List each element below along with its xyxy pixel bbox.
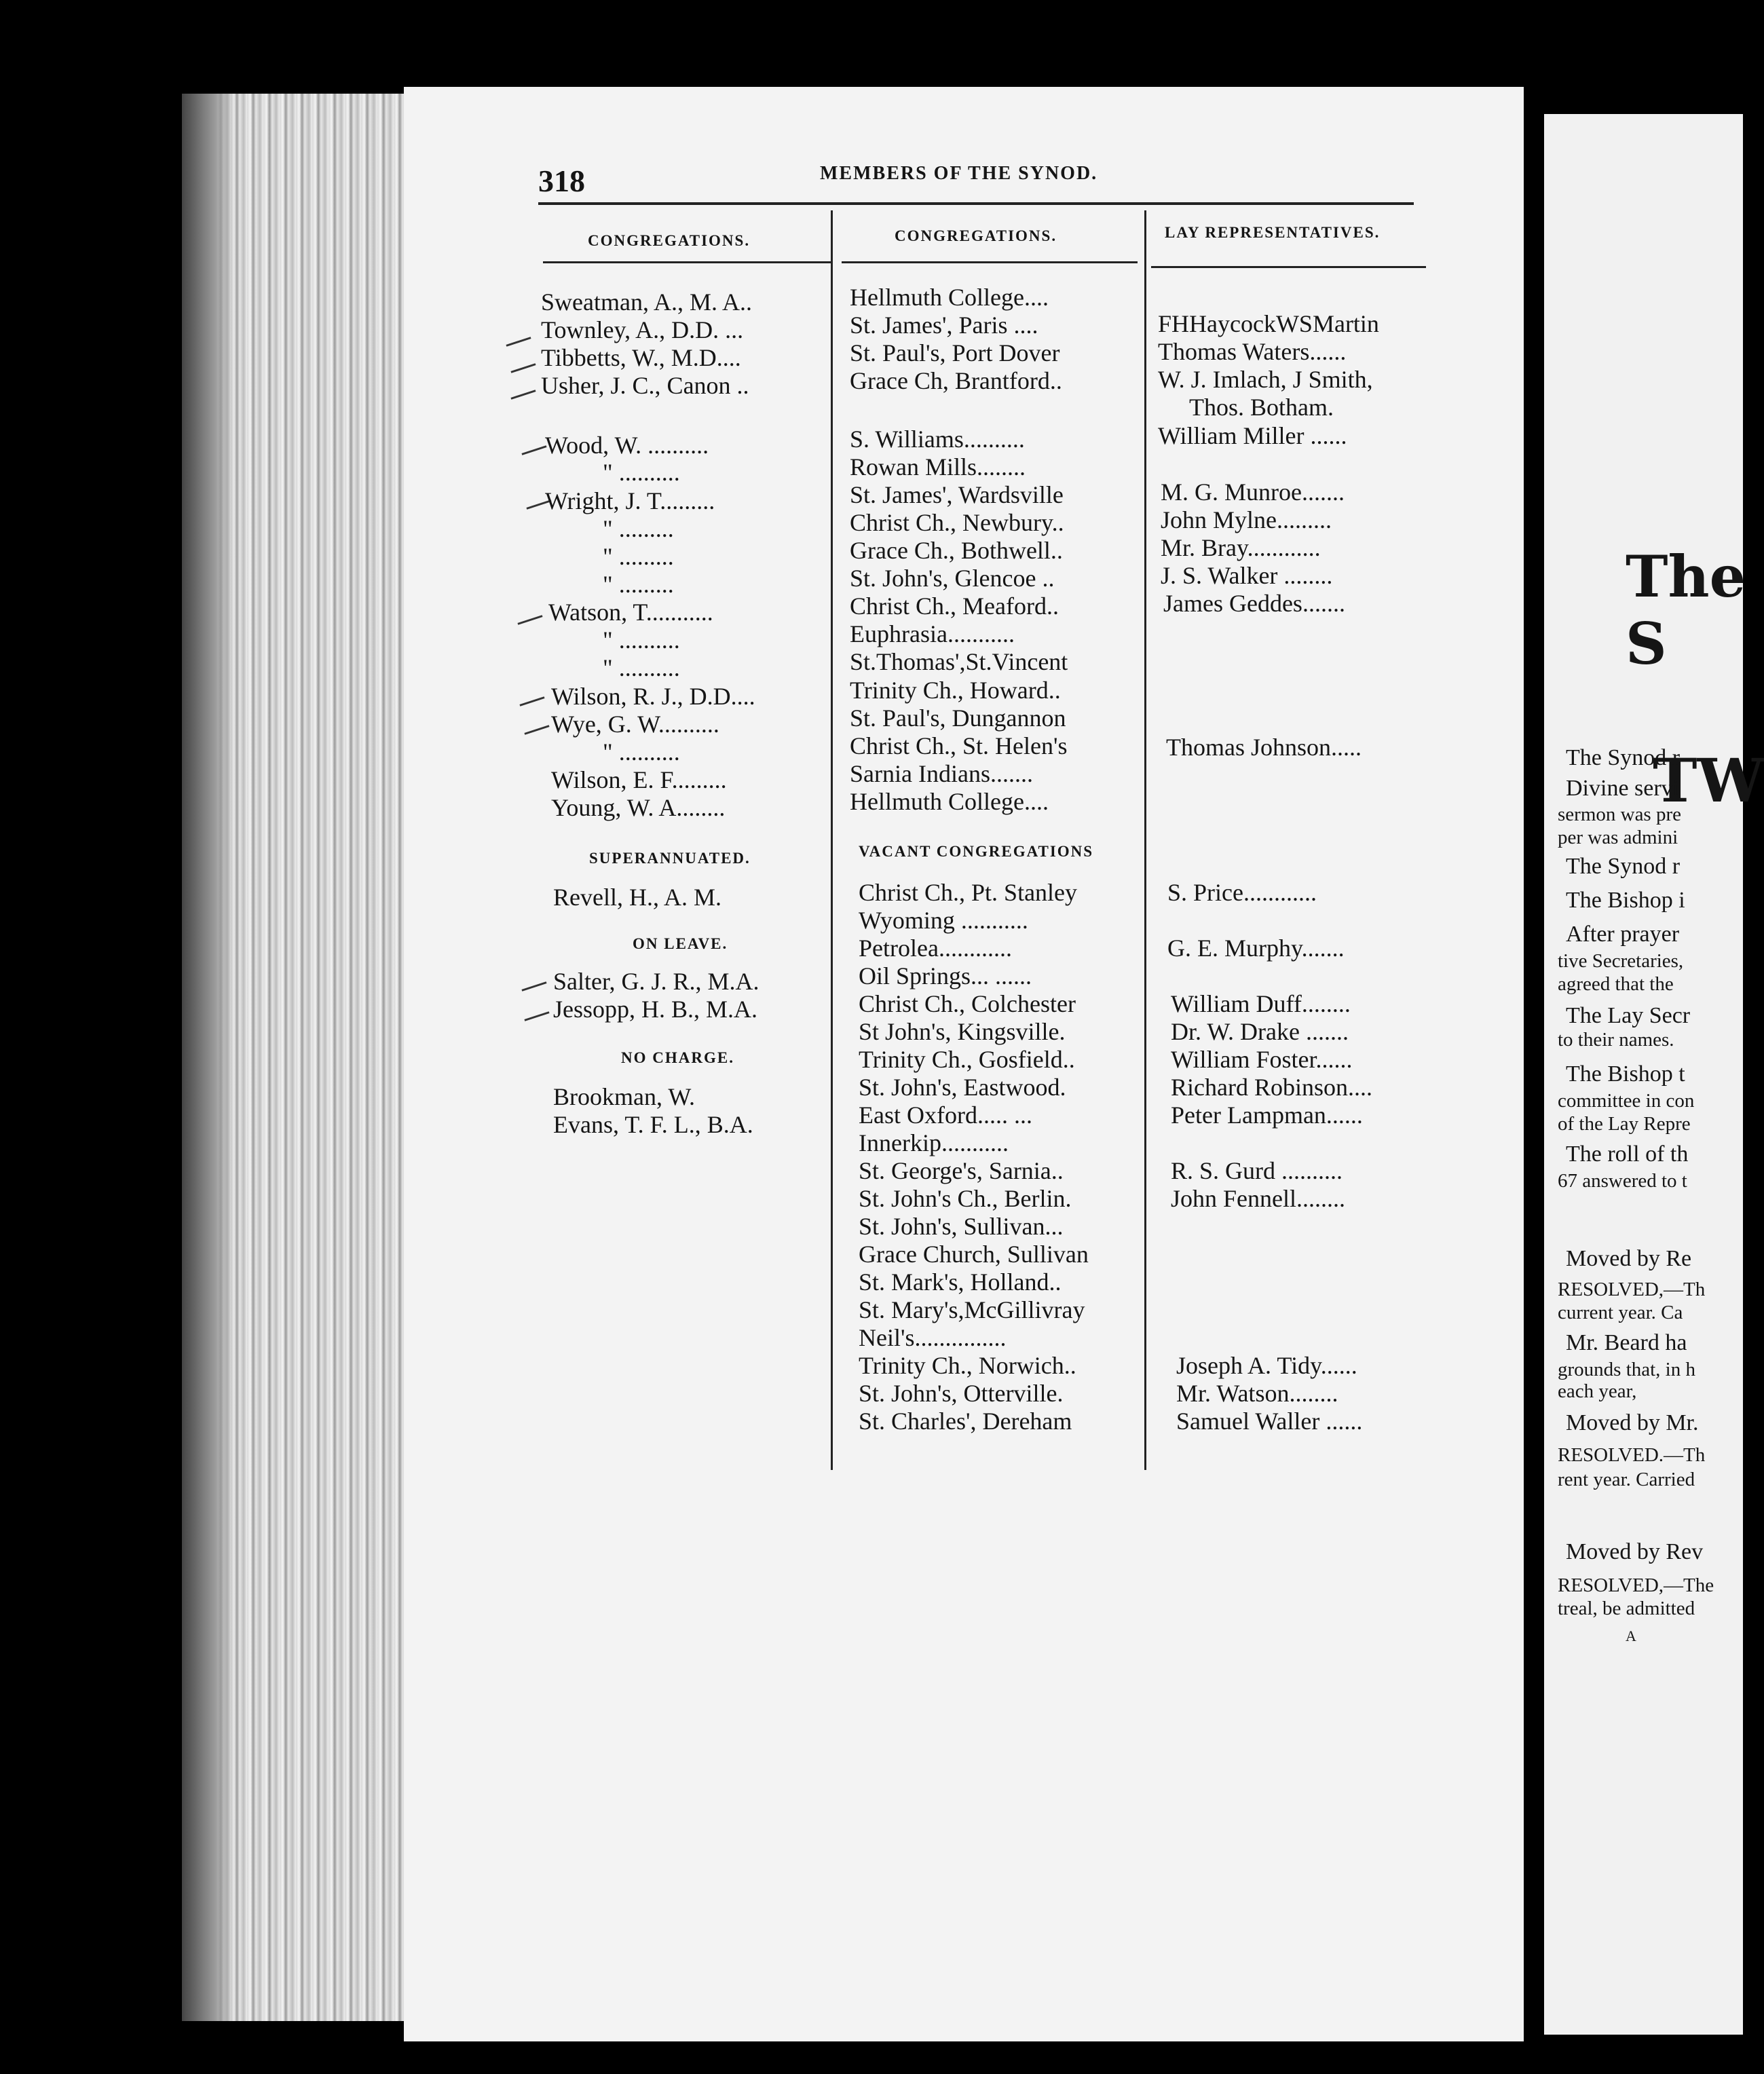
blackletter-heading-fragment: The S — [1626, 543, 1746, 677]
vacant-congregation: St John's, Kingsville. — [859, 1018, 1066, 1045]
right-page-line: RESOLVED,—Th — [1558, 1279, 1706, 1300]
right-page-line: The Bishop i — [1566, 888, 1685, 913]
lay-representative: William Duff........ — [1171, 990, 1351, 1017]
no-charge-name: Brookman, W. — [553, 1083, 696, 1110]
clergy-name: " .......... — [603, 626, 680, 654]
vacant-congregation: St. John's Ch., Berlin. — [859, 1185, 1072, 1212]
right-page-line: tive Secretaries, — [1558, 950, 1684, 972]
vacant-congregation: Neil's............... — [859, 1324, 1007, 1351]
clergy-name: Wilson, R. J., D.D.... — [551, 683, 755, 710]
congregation-name: S. Williams.......... — [850, 426, 1025, 453]
no-charge-heading: NO CHARGE. — [621, 1049, 734, 1066]
right-page-line: A — [1626, 1627, 1636, 1644]
right-page-line: each year, — [1558, 1380, 1637, 1402]
clergy-name: " ......... — [603, 571, 674, 598]
header-rule — [538, 202, 1414, 205]
clergy-name: Young, W. A........ — [551, 794, 726, 821]
lay-representative: Richard Robinson.... — [1171, 1074, 1372, 1101]
vacant-congregation: Petrolea............ — [859, 935, 1012, 962]
congregation-name: St. James', Paris .... — [850, 312, 1038, 339]
large-heading-fragment: TW — [1653, 745, 1764, 816]
lay-representative: James Geddes....... — [1163, 590, 1345, 617]
congregation-name: St. James', Wardsville — [850, 481, 1064, 508]
book-gutter-shadow — [182, 94, 236, 2021]
congregation-name: Grace Ch, Brantford.. — [850, 367, 1062, 394]
vacant-congregation: Christ Ch., Pt. Stanley — [859, 879, 1078, 906]
lay-representative: S. Price............ — [1167, 879, 1317, 906]
lay-representative: Mr. Watson........ — [1176, 1380, 1338, 1407]
superannuated-heading: SUPERANNUATED. — [589, 850, 751, 867]
lay-representative: R. S. Gurd .......... — [1171, 1157, 1343, 1184]
right-page-line: of the Lay Repre — [1558, 1113, 1691, 1135]
lay-representative: Mr. Bray............ — [1161, 534, 1321, 561]
lay-representative: Joseph A. Tidy...... — [1176, 1352, 1357, 1379]
lay-representative: Thomas Waters...... — [1158, 338, 1347, 365]
congregation-name: Christ Ch., St. Helen's — [850, 732, 1068, 759]
vacant-congregation: Trinity Ch., Gosfield.. — [859, 1046, 1075, 1073]
vacant-congregation: St. Mary's,McGillivray — [859, 1296, 1085, 1323]
right-page-line: rent year. Carried — [1558, 1469, 1695, 1490]
clergy-name: " ......... — [603, 543, 674, 570]
vacant-congregation: St. George's, Sarnia.. — [859, 1157, 1064, 1184]
vacant-congregation: Wyoming ........... — [859, 907, 1028, 934]
no-charge-name: Evans, T. F. L., B.A. — [553, 1111, 753, 1138]
right-page-line: current year. Ca — [1558, 1302, 1683, 1323]
clergy-name: Wood, W. .......... — [545, 432, 709, 459]
lay-representative: M. G. Munroe....... — [1161, 478, 1345, 506]
right-page-line: The roll of th — [1566, 1142, 1689, 1167]
lay-representative: G. E. Murphy....... — [1167, 935, 1345, 962]
congregation-name: Grace Ch., Bothwell.. — [850, 537, 1063, 564]
right-page-line: After prayer — [1566, 922, 1680, 947]
clergy-name: Sweatman, A., M. A.. — [541, 288, 752, 316]
lay-representative: FHHaycockWSMartin — [1158, 310, 1379, 337]
clergy-name: " .......... — [603, 459, 680, 486]
clergy-name: Townley, A., D.D. ... — [541, 316, 744, 343]
lay-representative: J. S. Walker ........ — [1161, 562, 1333, 589]
congregation-name: St. John's, Glencoe .. — [850, 565, 1055, 592]
running-title: MEMBERS OF THE SYNOD. — [820, 163, 1098, 184]
right-page-line: grounds that, in h — [1558, 1359, 1695, 1380]
superannuated-name: Revell, H., A. M. — [553, 884, 721, 911]
column-heading-rule-right — [1151, 266, 1426, 268]
right-page-line: Moved by Re — [1566, 1246, 1692, 1271]
lay-representative: Dr. W. Drake ....... — [1171, 1018, 1349, 1045]
congregation-name: Rowan Mills........ — [850, 453, 1026, 480]
congregation-name: St. Paul's, Dungannon — [850, 704, 1066, 732]
right-page-line: Mr. Beard ha — [1566, 1330, 1687, 1355]
congregation-name: St.Thomas',St.Vincent — [850, 648, 1068, 675]
vacant-congregation: Christ Ch., Colchester — [859, 990, 1076, 1017]
on-leave-heading: ON LEAVE. — [633, 935, 728, 952]
right-page-line: treal, be admitted — [1558, 1598, 1695, 1619]
lay-representative: Thomas Johnson..... — [1166, 734, 1362, 761]
page-number: 318 — [538, 164, 585, 198]
right-page — [1544, 114, 1764, 2035]
clergy-name: " ......... — [603, 515, 674, 542]
right-page-line: to their names. — [1558, 1029, 1674, 1051]
right-page-line: RESOLVED.—Th — [1558, 1444, 1706, 1466]
clergy-name: Watson, T........... — [548, 599, 713, 626]
vacant-congregation: Trinity Ch., Norwich.. — [859, 1352, 1076, 1379]
right-page-line: The Lay Secr — [1566, 1003, 1691, 1028]
right-page-line: The Bishop t — [1566, 1061, 1685, 1087]
right-page-line: committee in con — [1558, 1090, 1695, 1112]
lay-representative: John Fennell........ — [1171, 1185, 1345, 1212]
lay-representative: Peter Lampman...... — [1171, 1101, 1363, 1129]
right-page-line: The Synod r — [1566, 745, 1681, 770]
column-heading-rule-left — [543, 261, 831, 263]
lay-representative: W. J. Imlach, J Smith, — [1158, 366, 1373, 393]
right-page-line: Divine servi — [1566, 776, 1680, 801]
clergy-name: Wright, J. T......... — [545, 487, 715, 514]
column-heading-left: CONGREGATIONS. — [588, 232, 751, 249]
right-page-line: sermon was pre — [1558, 804, 1682, 825]
vacant-congregation: St. Mark's, Holland.. — [859, 1268, 1062, 1296]
right-page-line: The Synod r — [1566, 854, 1681, 879]
right-page-line: Moved by Rev — [1566, 1539, 1704, 1564]
clergy-name: " .......... — [603, 738, 680, 766]
lay-representative: William Miller ...... — [1158, 422, 1347, 449]
clergy-name: Usher, J. C., Canon .. — [541, 372, 749, 399]
column-divider-left — [831, 210, 833, 1470]
congregation-name: Hellmuth College.... — [850, 284, 1049, 311]
right-page-line: per was admini — [1558, 827, 1678, 848]
vacant-congregation: Grace Church, Sullivan — [859, 1241, 1089, 1268]
on-leave-name: Salter, G. J. R., M.A. — [553, 968, 759, 995]
column-heading-right: LAY REPRESENTATIVES. — [1165, 224, 1381, 241]
congregation-name: Trinity Ch., Howard.. — [850, 677, 1061, 704]
vacant-congregation: St. John's, Otterville. — [859, 1380, 1064, 1407]
congregation-name: St. Paul's, Port Dover — [850, 339, 1060, 366]
vacant-congregation: St. John's, Eastwood. — [859, 1074, 1066, 1101]
congregation-name: Christ Ch., Newbury.. — [850, 509, 1064, 536]
vacant-congregation: Oil Springs... ...... — [859, 962, 1032, 989]
lay-representative: William Foster...... — [1171, 1046, 1353, 1073]
column-heading-rule-middle — [842, 261, 1138, 263]
right-page-line: Moved by Mr. — [1566, 1410, 1699, 1435]
congregation-name: Sarnia Indians....... — [850, 760, 1033, 787]
congregation-name: Hellmuth College.... — [850, 788, 1049, 815]
congregation-name: Euphrasia........... — [850, 620, 1015, 647]
clergy-name: Tibbetts, W., M.D.... — [541, 344, 741, 371]
lay-representative: Thos. Botham. — [1189, 394, 1334, 421]
right-page-line: 67 answered to t — [1558, 1170, 1687, 1192]
column-divider-right — [1144, 210, 1146, 1470]
right-page-line: agreed that the — [1558, 973, 1674, 995]
clergy-name: " .......... — [603, 654, 680, 681]
on-leave-name: Jessopp, H. B., M.A. — [553, 996, 758, 1023]
congregation-name: Christ Ch., Meaford.. — [850, 592, 1059, 620]
vacant-congregation: Innerkip........... — [859, 1129, 1009, 1156]
lay-representative: John Mylne......... — [1161, 506, 1332, 533]
vacant-congregation: St. John's, Sullivan... — [859, 1213, 1064, 1240]
column-heading-middle: CONGREGATIONS. — [895, 227, 1057, 244]
vacant-congregation: East Oxford..... ... — [859, 1101, 1032, 1129]
vacant-congregation: St. Charles', Dereham — [859, 1408, 1072, 1435]
clergy-name: Wye, G. W.......... — [551, 711, 719, 738]
clergy-name: Wilson, E. F......... — [551, 766, 727, 793]
right-page-line: RESOLVED,—The — [1558, 1575, 1714, 1596]
lay-representative: Samuel Waller ...... — [1176, 1408, 1363, 1435]
vacant-congregations-heading: VACANT CONGREGATIONS — [859, 843, 1094, 860]
